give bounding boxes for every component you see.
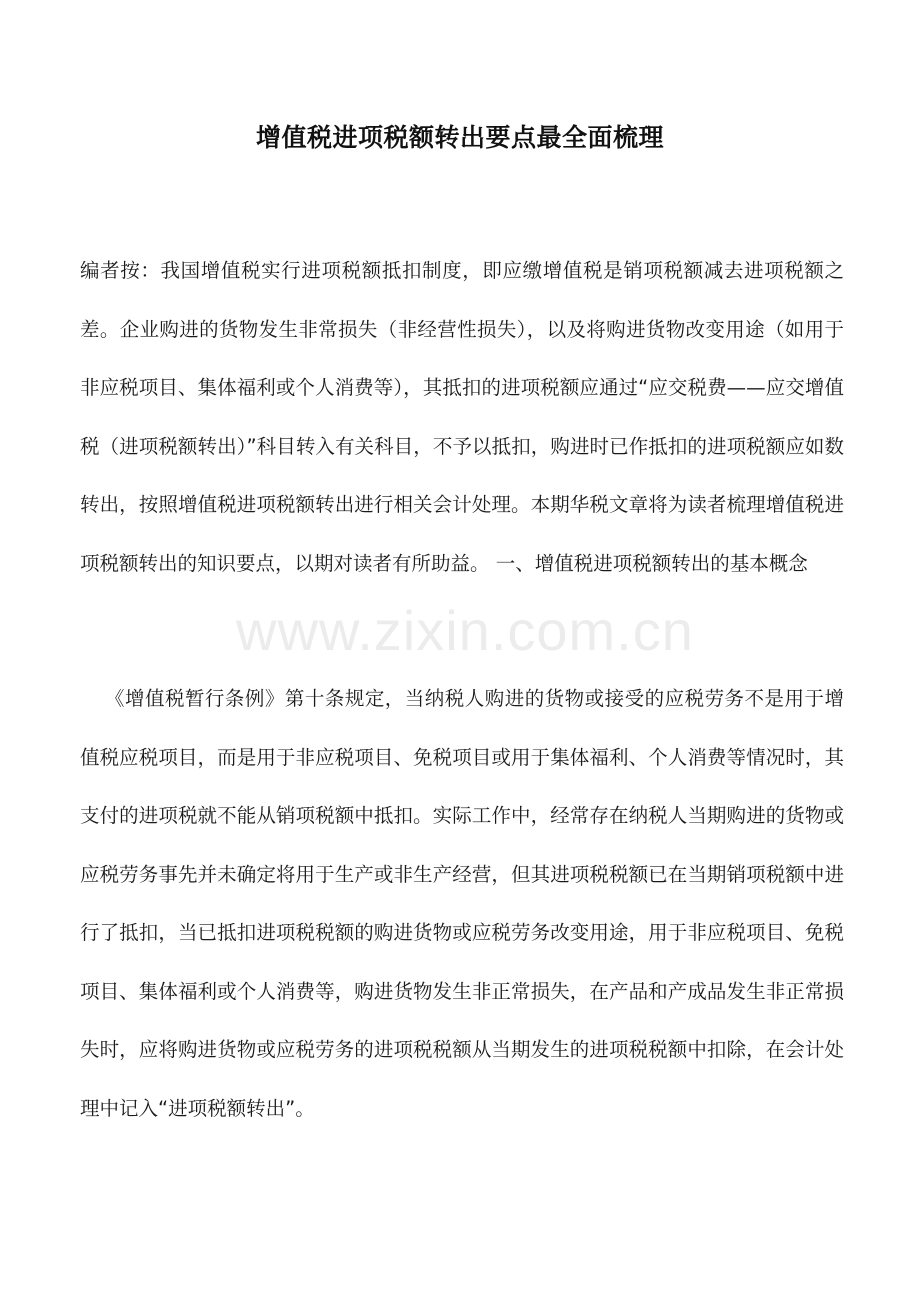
- site-watermark: www.zixin.com.cn: [236, 599, 694, 662]
- page-title: 增值税进项税额转出要点最全面梳理: [255, 123, 664, 152]
- editor-note-paragraph: 编者按：我国增值税实行进项税额抵扣制度，即应缴增值税是销项税额减去进项税额之差。企业购进的货物发生非常损失（非经营性损失），以及将购进货物改变用途（如用于非应税项目、集体福利或个人消费等），其抵扣的进项税额应通过“应交税费——应交增值税（进项税额转出）”科目转入有关科目，不予以抵扣，购进时已作抵扣的进项税额应如数转出，按照增值税进项税额转出进行相关会计处理。本期华税文章将为读者梳理增值税进项税额转出的知识要点，以期对读者有所助益。 一、增值税进项税额转出的基本概念: [80, 259, 844, 575]
- regulation-paragraph: 《增值税暂行条例》第十条规定，当纳税人购进的货物或接受的应税劳务不是用于增值税应税项目，而是用于非应税项目、免税项目或用于集体福利、个人消费等情况时，其支付的进项税就不能从销项税额中抵扣。实际工作中，经常存在纳税人当期购进的货物或应税劳务事先并未确定将用于生产或非生产经营，但其进项税税额已在当期销项税额中进行了抵扣，当已抵扣进项税税额的购进货物或应税劳务改变用途，用于非应税项目、免税项目、集体福利或个人消费等，购进货物发生非正常损失，在产品和产成品发生非正常损失时，应将购进货物或应税劳务的进项税税额从当期发生的进项税税额中扣除，在会计处理中记入“进项税额转出”。: [80, 687, 844, 1120]
